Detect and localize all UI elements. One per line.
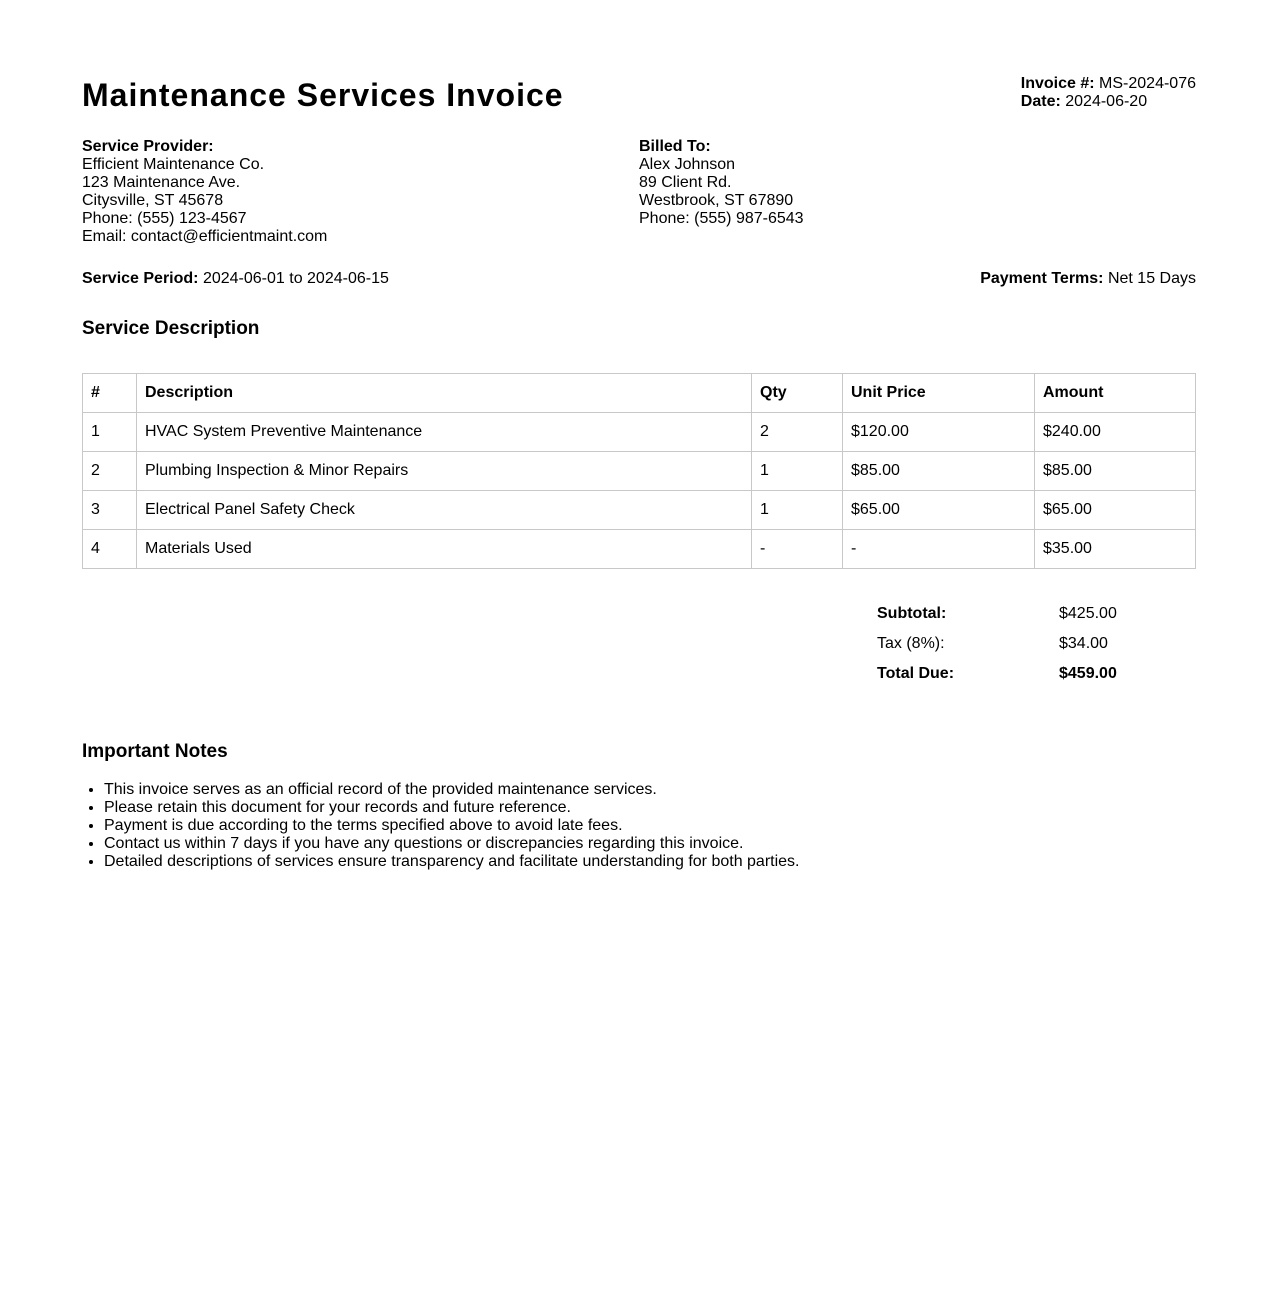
- row-number: 3: [83, 491, 137, 530]
- page-title: Maintenance Services Invoice: [82, 77, 564, 113]
- column-header-amount: Amount: [1035, 374, 1196, 413]
- row-qty: 2: [752, 413, 843, 452]
- row-amount: $65.00: [1035, 491, 1196, 530]
- list-item: • Contact us within 7 days if you have any questions or discrepancies regarding this invoice.: [104, 835, 1196, 853]
- notes-list: [82, 781, 1196, 871]
- list-item: • This invoice serves as an official record of the provided maintenance services.: [104, 781, 1196, 799]
- payment-terms-value: Net 15 Days: [1107, 270, 1196, 287]
- subtotal-label: Subtotal:: [877, 605, 947, 622]
- table-header-row: [83, 374, 1196, 413]
- service-period-value: 2024-06-01 to 2024-06-15: [202, 270, 389, 287]
- table-row: [83, 530, 1196, 569]
- tax-value: $34.00: [1059, 635, 1108, 652]
- service-provider: [82, 138, 639, 246]
- important-notes-heading: Important Notes: [82, 741, 228, 762]
- list-item: • Payment is due according to the terms specified above to avoid late fees.: [104, 817, 1196, 835]
- client-address-line1: 89 Client Rd.: [639, 174, 732, 191]
- invoice-number-line: [1021, 75, 1196, 93]
- column-header-number: #: [83, 374, 137, 413]
- invoice-header: [82, 74, 1196, 114]
- tax-label: Tax (8%):: [877, 635, 945, 652]
- row-amount: $35.00: [1035, 530, 1196, 569]
- invoice-meta: [1021, 75, 1196, 111]
- column-header-description: Description: [137, 374, 752, 413]
- tax-row: [877, 635, 1196, 665]
- row-unit-price: $85.00: [843, 452, 1035, 491]
- invoice-page: [82, 0, 1196, 871]
- client-address-line2: Westbrook, ST 67890: [639, 192, 794, 209]
- row-description: Electrical Panel Safety Check: [137, 491, 752, 530]
- payment-terms: [980, 270, 1196, 288]
- provider-heading: Service Provider:: [82, 138, 214, 155]
- table-row: [83, 491, 1196, 530]
- row-unit-price: $65.00: [843, 491, 1035, 530]
- client-name: Alex Johnson: [639, 156, 736, 173]
- invoice-number-label: Invoice #:: [1020, 75, 1095, 92]
- totals-section: [877, 605, 1196, 695]
- total-due-value: $459.00: [1059, 665, 1117, 682]
- list-item: • Please retain this document for your records and future reference.: [104, 799, 1196, 817]
- provider-phone: Phone: (555) 123-4567: [82, 210, 247, 227]
- terms-row: [82, 270, 1196, 288]
- billed-to: [639, 138, 1196, 246]
- row-description: HVAC System Preventive Maintenance: [137, 413, 752, 452]
- service-period-label: Service Period:: [82, 270, 199, 287]
- client-heading: Billed To:: [639, 138, 711, 155]
- payment-terms-label: Payment Terms:: [980, 270, 1104, 287]
- row-number: 2: [83, 452, 137, 491]
- row-number: 4: [83, 530, 137, 569]
- table-row: [83, 452, 1196, 491]
- total-due-row: [877, 665, 1196, 695]
- invoice-date-label: Date:: [1020, 93, 1061, 110]
- row-number: 1: [83, 413, 137, 452]
- invoice-date-line: [1021, 93, 1196, 111]
- parties-section: [82, 138, 1196, 246]
- invoice-number: MS-2024-076: [1099, 75, 1196, 92]
- invoice-date: 2024-06-20: [1065, 93, 1148, 110]
- row-unit-price: -: [843, 530, 1035, 569]
- row-amount: $85.00: [1035, 452, 1196, 491]
- service-table: [82, 373, 1196, 569]
- column-header-unit-price: Unit Price: [843, 374, 1035, 413]
- column-header-qty: Qty: [752, 374, 843, 413]
- provider-name: Efficient Maintenance Co.: [82, 156, 265, 173]
- client-phone: Phone: (555) 987-6543: [639, 210, 804, 227]
- subtotal-row: [877, 605, 1196, 635]
- row-qty: 1: [752, 491, 843, 530]
- total-due-label: Total Due:: [877, 665, 955, 682]
- row-qty: -: [752, 530, 843, 569]
- row-unit-price: $120.00: [843, 413, 1035, 452]
- row-amount: $240.00: [1035, 413, 1196, 452]
- row-description: Plumbing Inspection & Minor Repairs: [137, 452, 752, 491]
- provider-address-line1: 123 Maintenance Ave.: [82, 174, 241, 191]
- row-qty: 1: [752, 452, 843, 491]
- provider-address-line2: Citysville, ST 45678: [82, 192, 224, 209]
- list-item: • Detailed descriptions of services ensure transparency and facilitate understanding for both parties.: [104, 853, 1196, 871]
- table-row: [83, 413, 1196, 452]
- subtotal-value: $425.00: [1059, 605, 1117, 622]
- row-description: Materials Used: [137, 530, 752, 569]
- provider-email: Email: contact@efficientmaint.com: [82, 228, 328, 245]
- service-period: [82, 270, 389, 288]
- service-description-heading: Service Description: [82, 318, 260, 339]
